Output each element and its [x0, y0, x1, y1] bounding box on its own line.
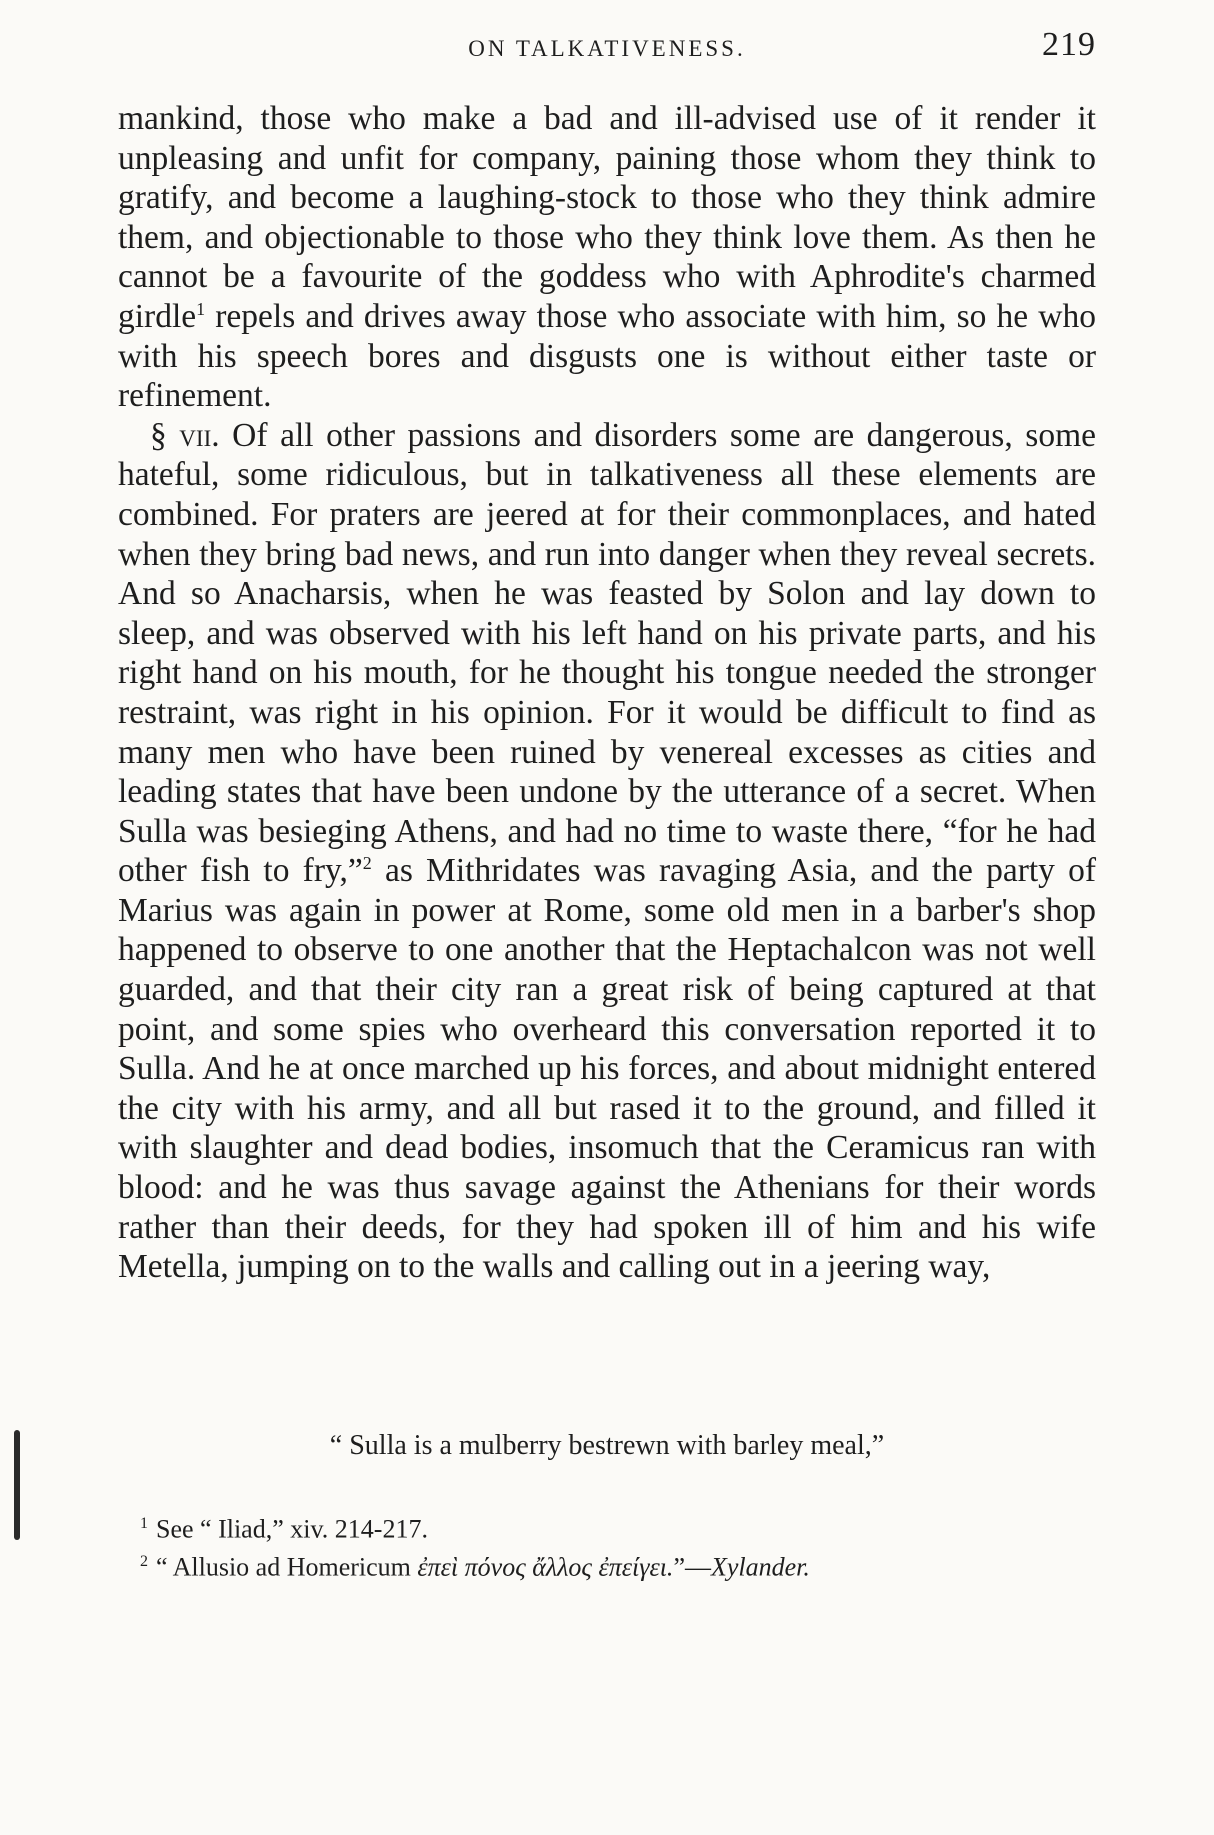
paragraph-1 — [118, 99, 1096, 416]
footnote-2 — [140, 1546, 1080, 1584]
paragraph-2-text-b: as Mithridates was ravaging Asia, and the party of Marius was again in power at Rome, some old men in a barber's shop happened to observe to one another that the Heptachalcon was not well guarded, and that their city ran a great risk of being captured at that point, and some spies who overheard this conversation reported it to Sulla. And he at once marched up his forces, and about midnight entered the city with his army, and all but rased it to the ground, and filled it with slaughter and dead bodies, insomuch that the Ceramicus ran with blood: and he was thus savage against the Athenians for their words rather than their deeds, for they had spoken ill of him and his wife Metella, jumping on to the walls and calling out in a jeering way, — [118, 852, 1096, 1286]
paragraph-2 — [118, 416, 1096, 1287]
footnote-author: Xylander. — [710, 1552, 810, 1582]
footnote-text: ”— — [673, 1552, 711, 1582]
footnote-text: “ Allusio ad Homericum — [156, 1552, 418, 1582]
paragraph-1-text-a: mankind, those who make a bad and ill-advised use of it render it unpleasing and unfit for company, paining those whom they think to gratify, and become a laughing-stock to those who they think admire them, and objectionable to those who they think love them. As then he cannot be a favourite of the goddess who with Aphrodite's charmed girdle — [118, 100, 1096, 335]
footnote-text: See “ Iliad,” xiv. 214-217. — [156, 1514, 428, 1544]
paragraph-2-text-a: Of all other passions and disorders some are dangerous, some hateful, some ridiculous, but in talkativeness all these elements are combined. For praters are jeered at for their commonplaces, and hated when they bring bad news, and run into danger when they reveal secrets. And so Anacharsis, when he was feasted by Solon and lay down to sleep, and was observed with his left hand on his private parts, and his right hand on his mouth, for he thought his tongue needed the stronger restraint, was right in his opinion. For it would be difficult to find as many men who have been ruined by venereal excesses as cities and leading states that have been undone by the utterance of a secret. When Sulla was besieging Athens, and had no time to waste there, “for he had other fish to fry,” — [118, 416, 1096, 890]
binding-shadow — [14, 1430, 20, 1540]
paragraph-1-text-b: repels and drives away those who associate with him, so he who with his speech bores and disgusts one is without either taste or refinement. — [118, 297, 1096, 415]
verse-quote: “ Sulla is a mulberry bestrewn with barley meal,” — [329, 1430, 885, 1461]
page-number: 219 — [1042, 26, 1096, 63]
footnote-1 — [140, 1508, 1080, 1546]
footnote-ref-1: 1 — [196, 298, 206, 319]
footnote-ref-2: 2 — [362, 853, 372, 874]
footnote-mark: 2 — [140, 1552, 148, 1570]
running-head: ON TALKATIVENESS. — [468, 36, 746, 61]
page-header — [118, 26, 1096, 76]
footnote-mark: 1 — [140, 1515, 148, 1532]
footnotes — [140, 1508, 1080, 1583]
section-mark: § vii. — [150, 416, 220, 454]
greek-phrase: ἐπεὶ πόνος ἄλλος ἐπείγει. — [417, 1552, 674, 1582]
body-text — [118, 99, 1096, 1287]
